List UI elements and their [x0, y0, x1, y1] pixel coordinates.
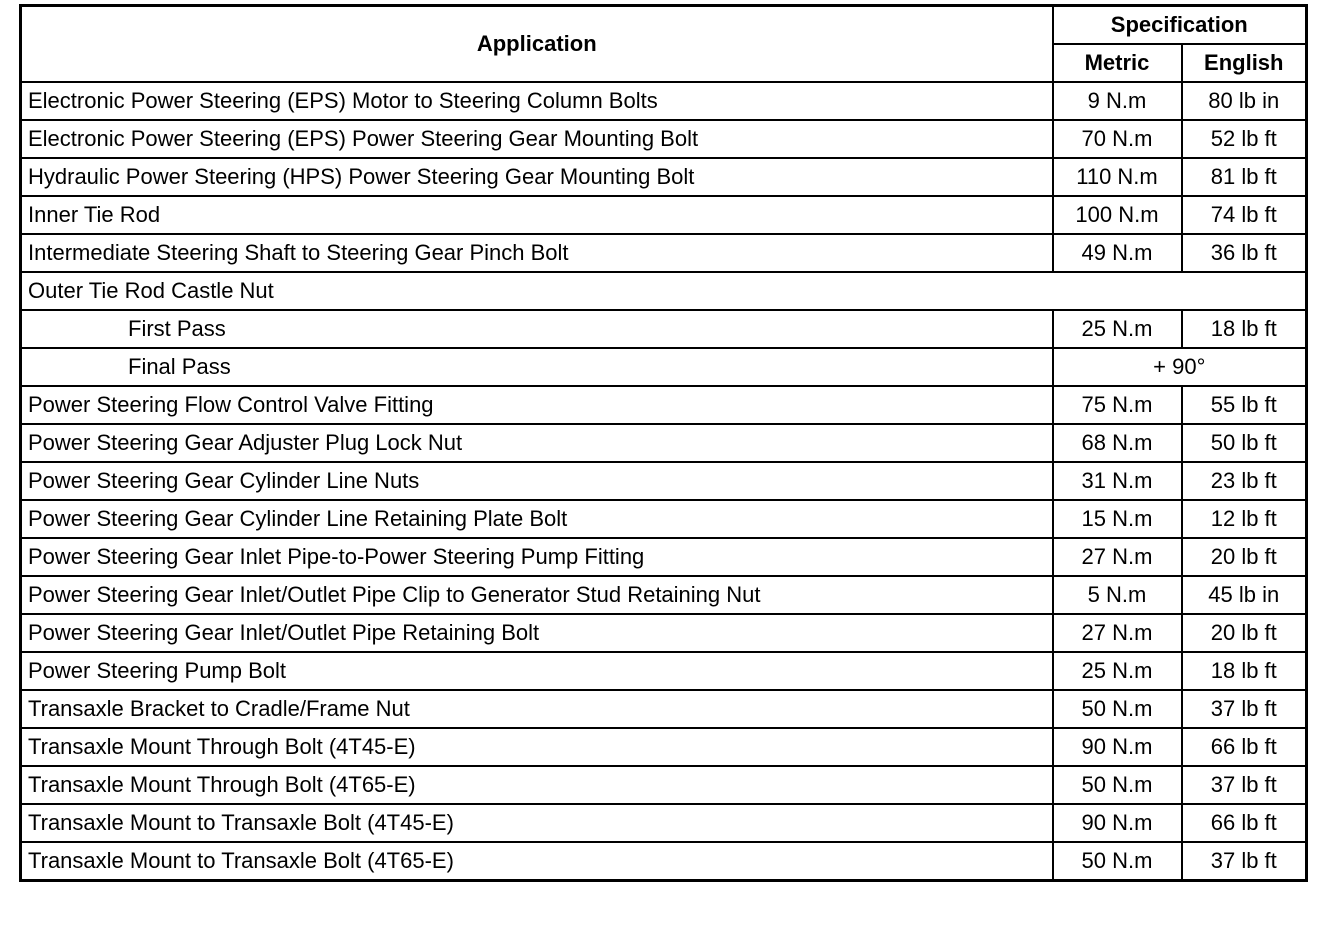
english-cell: 50 lb ft — [1182, 424, 1307, 462]
table-row — [21, 614, 1307, 652]
table-row — [21, 500, 1307, 538]
metric-cell: 9 N.m — [1053, 82, 1182, 120]
english-cell: 20 lb ft — [1182, 614, 1307, 652]
table-row — [21, 766, 1307, 804]
application-cell: Power Steering Pump Bolt — [21, 652, 1053, 690]
metric-cell: 110 N.m — [1053, 158, 1182, 196]
english-cell: 66 lb ft — [1182, 804, 1307, 842]
combined-spec-cell: + 90° — [1053, 348, 1307, 386]
application-cell: Power Steering Flow Control Valve Fitting — [21, 386, 1053, 424]
torque-spec-table — [19, 4, 1308, 882]
application-cell: Electronic Power Steering (EPS) Power Steering Gear Mounting Bolt — [21, 120, 1053, 158]
table-row — [21, 576, 1307, 614]
application-cell: Power Steering Gear Cylinder Line Retaining Plate Bolt — [21, 500, 1053, 538]
application-cell: Intermediate Steering Shaft to Steering Gear Pinch Bolt — [21, 234, 1053, 272]
metric-cell: 31 N.m — [1053, 462, 1182, 500]
application-cell: Electronic Power Steering (EPS) Motor to Steering Column Bolts — [21, 82, 1053, 120]
metric-cell: 70 N.m — [1053, 120, 1182, 158]
english-cell: 20 lb ft — [1182, 538, 1307, 576]
metric-cell: 50 N.m — [1053, 842, 1182, 881]
english-cell: 80 lb in — [1182, 82, 1307, 120]
application-cell: Outer Tie Rod Castle Nut — [21, 272, 1307, 310]
table-row — [21, 804, 1307, 842]
table-row — [21, 424, 1307, 462]
english-cell: 74 lb ft — [1182, 196, 1307, 234]
metric-cell: 5 N.m — [1053, 576, 1182, 614]
application-cell: First Pass — [21, 310, 1053, 348]
metric-cell: 50 N.m — [1053, 766, 1182, 804]
english-cell: 37 lb ft — [1182, 842, 1307, 881]
application-cell: Transaxle Mount to Transaxle Bolt (4T45-E) — [21, 804, 1053, 842]
english-cell: 36 lb ft — [1182, 234, 1307, 272]
table-row — [21, 158, 1307, 196]
application-cell: Inner Tie Rod — [21, 196, 1053, 234]
table-row — [21, 234, 1307, 272]
english-cell: 45 lb in — [1182, 576, 1307, 614]
metric-cell: 25 N.m — [1053, 310, 1182, 348]
metric-cell: 25 N.m — [1053, 652, 1182, 690]
application-cell: Transaxle Mount to Transaxle Bolt (4T65-E) — [21, 842, 1053, 881]
metric-cell: 50 N.m — [1053, 690, 1182, 728]
table-row — [21, 842, 1307, 881]
application-cell: Power Steering Gear Inlet/Outlet Pipe Clip to Generator Stud Retaining Nut — [21, 576, 1053, 614]
specification-header: Specification — [1053, 6, 1307, 45]
table-row — [21, 728, 1307, 766]
metric-cell: 75 N.m — [1053, 386, 1182, 424]
application-cell: Power Steering Gear Adjuster Plug Lock Nut — [21, 424, 1053, 462]
english-cell: 23 lb ft — [1182, 462, 1307, 500]
metric-header: Metric — [1053, 44, 1182, 82]
english-cell: 55 lb ft — [1182, 386, 1307, 424]
metric-cell: 27 N.m — [1053, 538, 1182, 576]
table-row-group-heading — [21, 272, 1307, 310]
table-row — [21, 386, 1307, 424]
metric-cell: 15 N.m — [1053, 500, 1182, 538]
table-row — [21, 310, 1307, 348]
english-cell: 18 lb ft — [1182, 652, 1307, 690]
english-cell: 66 lb ft — [1182, 728, 1307, 766]
english-header: English — [1182, 44, 1307, 82]
application-cell: Hydraulic Power Steering (HPS) Power Steering Gear Mounting Bolt — [21, 158, 1053, 196]
english-cell: 81 lb ft — [1182, 158, 1307, 196]
application-cell: Transaxle Mount Through Bolt (4T65-E) — [21, 766, 1053, 804]
metric-cell: 100 N.m — [1053, 196, 1182, 234]
application-cell: Transaxle Mount Through Bolt (4T45-E) — [21, 728, 1053, 766]
table-row — [21, 538, 1307, 576]
application-cell: Power Steering Gear Cylinder Line Nuts — [21, 462, 1053, 500]
table-row — [21, 652, 1307, 690]
application-header: Application — [21, 6, 1053, 83]
metric-cell: 27 N.m — [1053, 614, 1182, 652]
english-cell: 37 lb ft — [1182, 690, 1307, 728]
application-cell: Power Steering Gear Inlet/Outlet Pipe Retaining Bolt — [21, 614, 1053, 652]
english-cell: 12 lb ft — [1182, 500, 1307, 538]
metric-cell: 68 N.m — [1053, 424, 1182, 462]
table-row — [21, 82, 1307, 120]
application-cell: Transaxle Bracket to Cradle/Frame Nut — [21, 690, 1053, 728]
table-row — [21, 462, 1307, 500]
english-cell: 52 lb ft — [1182, 120, 1307, 158]
metric-cell: 49 N.m — [1053, 234, 1182, 272]
application-cell: Power Steering Gear Inlet Pipe-to-Power Steering Pump Fitting — [21, 538, 1053, 576]
application-cell: Final Pass — [21, 348, 1053, 386]
english-cell: 18 lb ft — [1182, 310, 1307, 348]
table-row — [21, 690, 1307, 728]
metric-cell: 90 N.m — [1053, 804, 1182, 842]
table-row — [21, 196, 1307, 234]
table-row — [21, 120, 1307, 158]
metric-cell: 90 N.m — [1053, 728, 1182, 766]
table-row — [21, 348, 1307, 386]
english-cell: 37 lb ft — [1182, 766, 1307, 804]
